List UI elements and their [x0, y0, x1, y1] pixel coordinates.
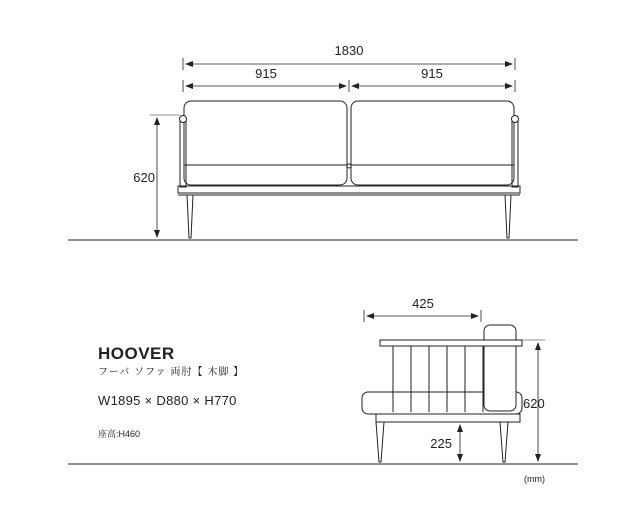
side-seat-height-dimension [430, 425, 460, 461]
side-height-dimension [520, 340, 545, 461]
front-height-dimension [133, 115, 180, 237]
product-info [98, 344, 244, 440]
front-half-width-left-label: 915 [255, 66, 277, 81]
side-depth-label: 425 [412, 296, 434, 311]
front-half-width-right-label: 915 [421, 66, 443, 81]
front-overall-width-label: 1830 [334, 43, 364, 58]
front-overall-width-dimension [183, 43, 515, 70]
front-height-label: 620 [133, 170, 155, 185]
side-height-label: 620 [523, 396, 545, 411]
product-seat-height: 座高:H460 [98, 429, 141, 439]
front-half-width-dimension [183, 66, 515, 92]
front-sofa-body [178, 101, 520, 238]
product-subtitle: フーバ ソファ 両肘【 木脚 】 [98, 367, 245, 378]
unit-label: (mm) [524, 474, 545, 484]
front-view [68, 43, 578, 240]
side-depth-dimension [364, 296, 481, 322]
product-name: HOOVER [98, 344, 175, 363]
side-seat-height-label: 225 [430, 436, 452, 451]
product-dimensions: W1895 × D880 × H770 [98, 393, 237, 408]
